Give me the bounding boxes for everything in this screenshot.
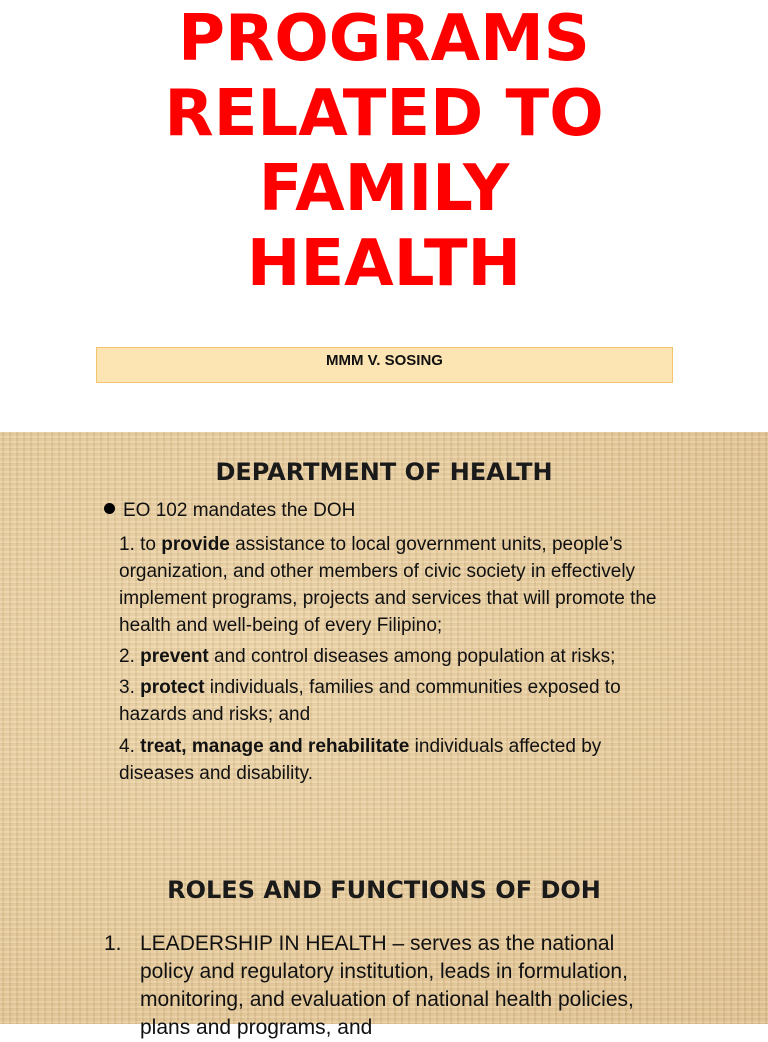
mandate-item	[119, 531, 679, 639]
bullet-text: EO 102 mandates the DOH	[123, 500, 356, 521]
mandate-item	[119, 643, 679, 670]
title-line: FAMILY	[258, 152, 510, 226]
title-line: HEALTH	[246, 227, 522, 301]
item-number: 1.	[104, 932, 122, 955]
mandate-item	[119, 674, 679, 728]
item-text: and control diseases among population at risks;	[208, 646, 616, 667]
author-box: MMM V. SOSING	[96, 347, 673, 383]
item-keyword: prevent	[140, 646, 209, 667]
item-prefix: 1. to	[119, 534, 162, 555]
section-heading: ROLES AND FUNCTIONS OF DOH	[167, 876, 601, 904]
bullet-item	[104, 500, 355, 522]
item-prefix: 3.	[119, 677, 141, 698]
slide-heading: DEPARTMENT OF HEALTH	[215, 458, 553, 486]
item-keyword: protect	[140, 677, 205, 698]
numbered-item	[104, 930, 664, 1042]
title-slide	[0, 0, 768, 432]
item-prefix: 2.	[119, 646, 141, 667]
item-text: assistance to local government units, people’s organization, and other members of civic society in effectively implement programs, projects and services that will promote the health and well-being of every Filipino;	[119, 534, 657, 636]
slide-title	[0, 0, 768, 302]
title-line: PROGRAMS	[178, 2, 590, 76]
item-text: individuals, families and communities exposed to hazards and risks; and	[119, 677, 621, 725]
item-keyword: treat, manage and rehabilitate	[140, 736, 410, 757]
item-keyword: provide	[161, 534, 230, 555]
item-text: LEADERSHIP IN HEALTH – serves as the national policy and regulatory institution, leads in formulation, monitoring, and evaluation of national health policies, plans and programs, and	[140, 932, 634, 1039]
mandate-item	[119, 733, 679, 787]
bullet-dot-icon	[104, 503, 115, 514]
title-line: RELATED TO	[164, 77, 604, 151]
item-prefix: 4.	[119, 736, 141, 757]
item-text: individuals affected by diseases and disability.	[119, 736, 602, 784]
content-slide	[0, 432, 768, 1039]
